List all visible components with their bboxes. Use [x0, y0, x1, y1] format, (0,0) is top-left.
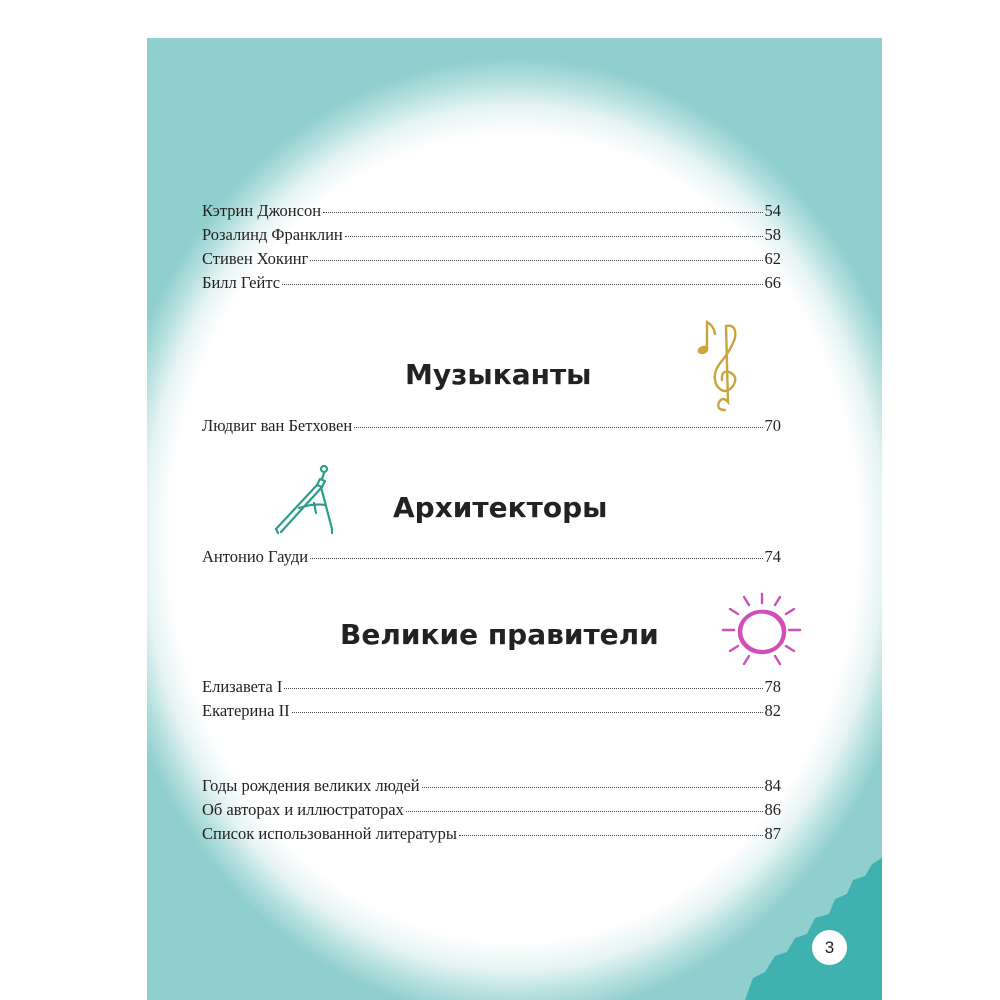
toc-entry[interactable]: [202, 225, 781, 249]
toc-entry-page: 82: [764, 701, 781, 720]
compass-icon: [272, 463, 338, 535]
toc-leader: [459, 835, 763, 836]
toc-entry-name: Стивен Хокинг: [202, 249, 309, 268]
toc-entry-name: Антонио Гауди: [202, 547, 309, 566]
toc-leader: [354, 427, 762, 428]
toc-leader: [323, 212, 762, 213]
toc-entry-name: Кэтрин Джонсон: [202, 201, 322, 220]
toc-entry[interactable]: [202, 824, 781, 848]
section-title-rulers: Великие правители: [340, 618, 659, 651]
toc-entry-page: 62: [764, 249, 781, 268]
toc-leader: [422, 787, 763, 788]
section-title-musicians: Музыканты: [405, 358, 592, 391]
toc-entry-name: Розалинд Франклин: [202, 225, 343, 244]
toc-entry-page: 84: [764, 776, 781, 795]
toc-entry-page: 58: [764, 225, 781, 244]
toc-entry-name: Людвиг ван Бетховен: [202, 416, 353, 435]
toc-entry-name: Список использованной литературы: [202, 824, 457, 843]
toc-entry[interactable]: [202, 249, 781, 273]
toc-entry-page: 74: [764, 547, 781, 566]
toc-entry-name: Об авторах и иллюстраторах: [202, 800, 404, 819]
toc-leader: [310, 260, 762, 261]
section-title-architects: Архитекторы: [393, 491, 608, 524]
toc-entry-name: Елизавета I: [202, 677, 283, 696]
book-page: [147, 38, 882, 1000]
toc-entry-name: Екатерина II: [202, 701, 290, 720]
toc-entry[interactable]: [202, 273, 781, 297]
toc-entry-page: 70: [764, 416, 781, 435]
toc-entry-page: 86: [764, 800, 781, 819]
toc-entry-page: 87: [764, 824, 781, 843]
toc-entry-page: 66: [764, 273, 781, 292]
toc-entry-name: Билл Гейтс: [202, 273, 281, 292]
toc-entry[interactable]: [202, 776, 781, 800]
toc-entry[interactable]: [202, 547, 781, 571]
toc-leader: [284, 688, 762, 689]
toc-entry[interactable]: [202, 201, 781, 225]
toc-entry-page: 78: [764, 677, 781, 696]
toc-entry-name: Годы рождения великих людей: [202, 776, 420, 795]
toc-entry-page: 54: [764, 201, 781, 220]
toc-leader: [282, 284, 762, 285]
toc-leader: [292, 712, 763, 713]
toc-entry[interactable]: [202, 416, 781, 440]
treble-clef-icon: [695, 316, 747, 416]
toc-entry[interactable]: [202, 701, 781, 725]
toc-leader: [310, 558, 762, 559]
toc-entry[interactable]: [202, 800, 781, 824]
toc-leader: [406, 811, 763, 812]
toc-entry[interactable]: [202, 677, 781, 701]
toc-leader: [345, 236, 763, 237]
page-number: 3: [812, 930, 847, 965]
sun-icon: [717, 590, 807, 674]
